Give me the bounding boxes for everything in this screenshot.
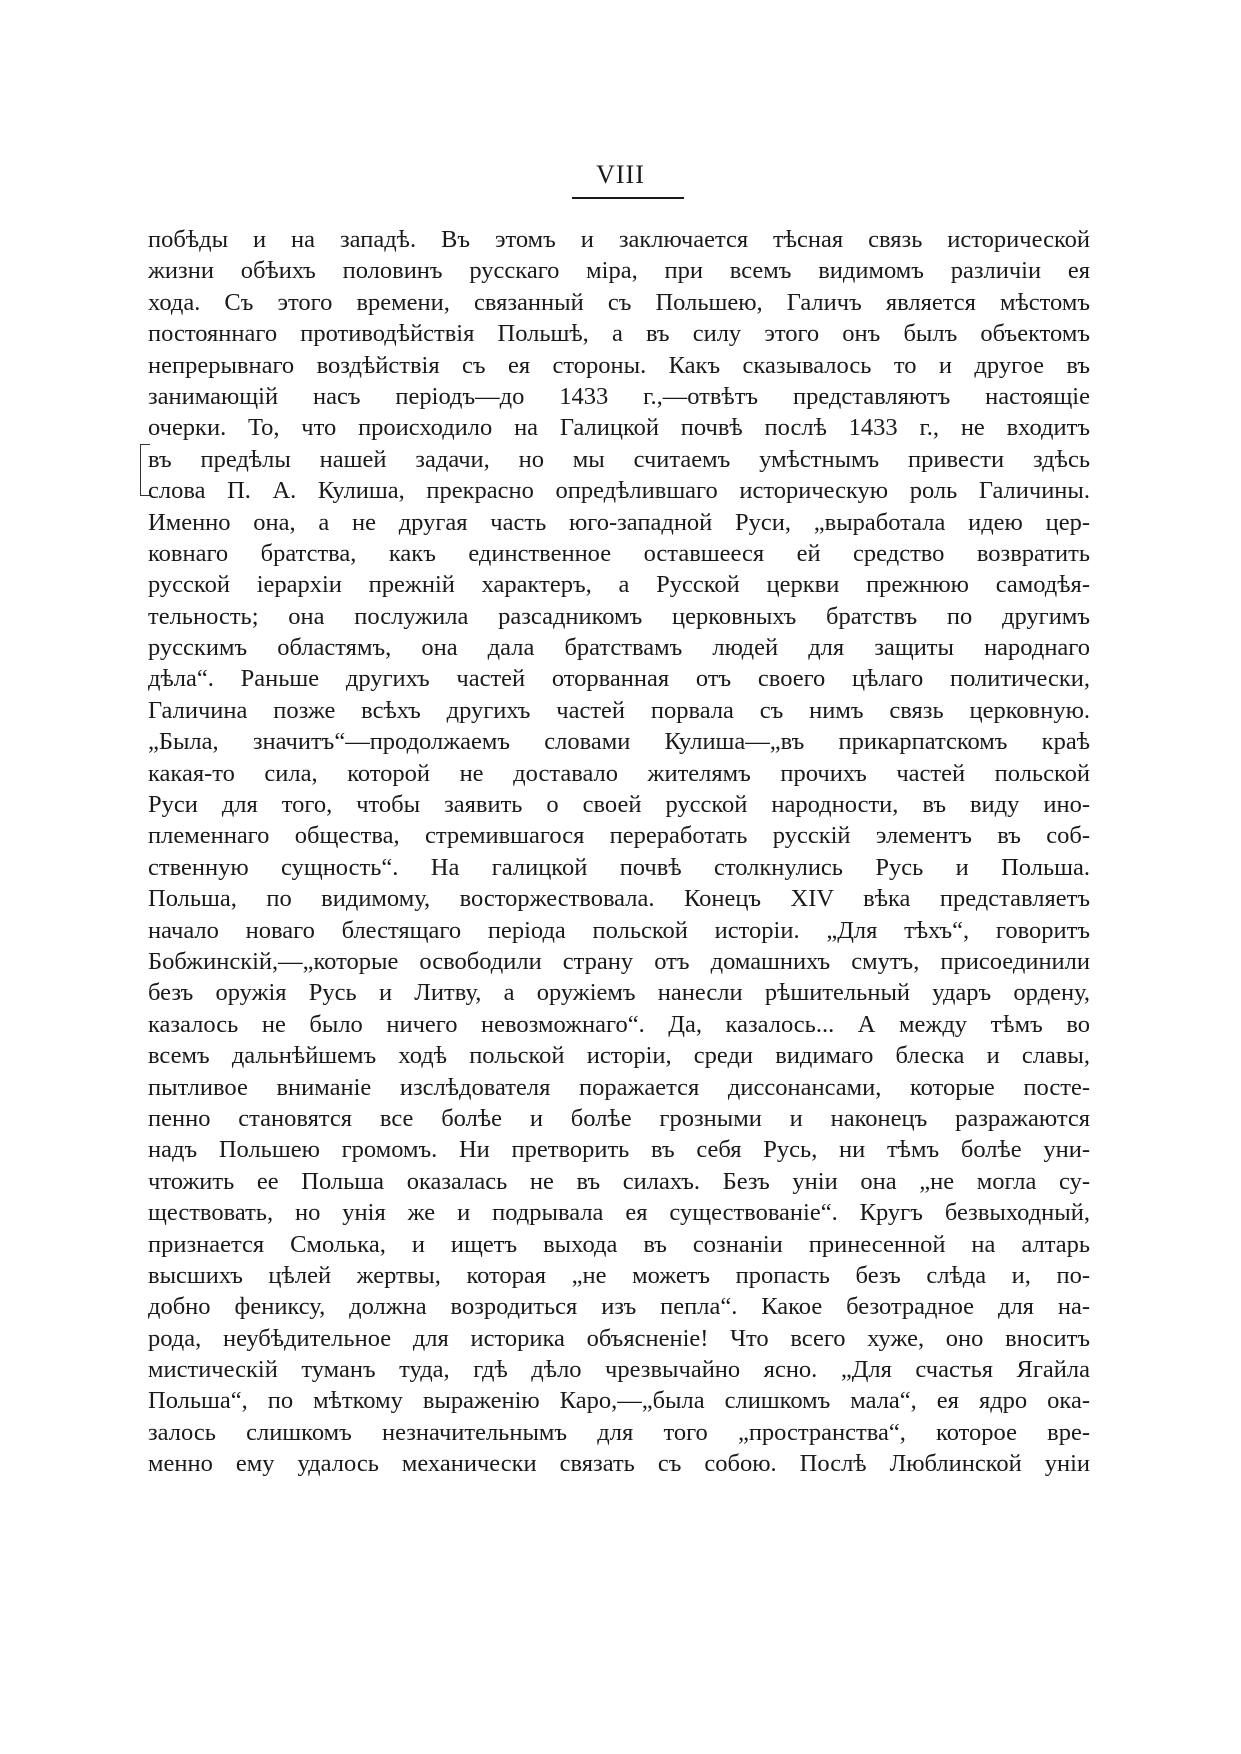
- text-line: Галичина позже всѣхъ другихъ частей порвала съ нимъ связь церковную.: [148, 696, 1090, 724]
- text-line: въ предѣлы нашей задачи, но мы считаемъ умѣстнымъ привести здѣсь: [148, 445, 1090, 473]
- text-line: рода, неубѣдительное для историка объясненіе! Что всего хуже, оно вноситъ: [148, 1324, 1090, 1352]
- text-line: признается Смолька, и ищетъ выхода въ сознаніи принесенной на алтарь: [148, 1230, 1090, 1258]
- text-line: русскимъ областямъ, она дала братствамъ людей для защиты народнаго: [148, 634, 1090, 662]
- text-line: Польша, по видимому, восторжествовала. Конецъ XIV вѣка представляетъ: [148, 885, 1090, 913]
- text-line: очерки. То, что происходило на Галицкой почвѣ послѣ 1433 г., не входитъ: [148, 414, 1090, 442]
- text-line: занимающій насъ періодъ—до 1433 г.,—отвѣтъ представляютъ настоящіе: [148, 382, 1090, 410]
- page-number: VIII: [596, 160, 645, 189]
- header-rule: [572, 197, 684, 199]
- text-line: Именно она, а не другая часть юго-западной Руси, „выработала идею цер-: [148, 508, 1090, 536]
- text-line: пытливое вниманіе изслѣдователя поражается диссонансами, которые посте-: [148, 1073, 1090, 1101]
- text-line: племеннаго общества, стремившагося переработать русскій элементъ въ соб-: [148, 822, 1090, 850]
- body-text: [148, 224, 1090, 1480]
- text-line: добно фениксу, должна возродиться изъ пепла“. Какое безотрадное для на-: [148, 1293, 1090, 1321]
- text-line: всемъ дальнѣйшемъ ходѣ польской исторіи, среди видимаго блеска и славы,: [148, 1042, 1090, 1070]
- text-line: пенно становятся все болѣе и болѣе грозными и наконецъ разражаются: [148, 1104, 1090, 1132]
- text-line: русской іерархіи прежній характеръ, а Русской церкви прежнюю самодѣя-: [148, 571, 1090, 599]
- text-line: Руси для того, чтобы заявить о своей русской народности, въ виду ино-: [148, 791, 1090, 819]
- text-line: чтожить ее Польша оказалась не въ силахъ. Безъ уніи она „не могла су-: [148, 1167, 1090, 1195]
- text-line: ственную сущность“. На галицкой почвѣ столкнулись Русь и Польша.: [148, 853, 1090, 881]
- text-line: залось слишкомъ незначительнымъ для того „пространства“, которое вре-: [148, 1418, 1090, 1446]
- text-line: тельность; она послужила разсадникомъ церковныхъ братствъ по другимъ: [148, 602, 1090, 630]
- text-line: ществовать, но унія же и подрывала ея существованіе“. Кругъ безвыходный,: [148, 1199, 1090, 1227]
- text-line: ковнаго братства, какъ единственное оставшееся ей средство возвратить: [148, 539, 1090, 567]
- text-line: начало новаго блестящаго періода польской исторіи. „Для тѣхъ“, говоритъ: [148, 916, 1090, 944]
- text-line: Бобжинскій,—„которые освободили страну отъ домашнихъ смутъ, присоединили: [148, 947, 1090, 975]
- text-line: дѣла“. Раньше другихъ частей оторванная отъ своего цѣлаго политически,: [148, 665, 1090, 693]
- text-line: непрерывнаго воздѣйствія съ ея стороны. Какъ сказывалось то и другое въ: [148, 351, 1090, 379]
- text-line: Польша“, по мѣткому выраженію Каро,—„была слишкомъ мала“, ея ядро ока-: [148, 1387, 1090, 1415]
- text-line: какая-то сила, которой не доставало жителямъ прочихъ частей польской: [148, 759, 1090, 787]
- text-line: высшихъ цѣлей жертвы, которая „не можетъ пропасть безъ слѣда и, по-: [148, 1261, 1090, 1289]
- text-line: побѣды и на западѣ. Въ этомъ и заключается тѣсная связь исторической: [148, 226, 1090, 253]
- text-line: безъ оружія Русь и Литву, а оружіемъ нанесли рѣшительный ударъ ордену,: [148, 979, 1090, 1007]
- text-line: слова П. А. Кулиша, прекрасно опредѣлившаго историческую роль Галичины.: [148, 477, 1090, 505]
- text-line: жизни обѣихъ половинъ русскаго міра, при всемъ видимомъ различіи ея: [148, 257, 1090, 285]
- text-line: казалось не было ничего невозможнаго“. Да, казалось... А между тѣмъ во: [148, 1010, 1090, 1038]
- text-line: хода. Съ этого времени, связанный съ Польшею, Галичъ является мѣстомъ: [148, 288, 1090, 316]
- text-line: мистическій туманъ туда, гдѣ дѣло чрезвычайно ясно. „Для счастья Ягайла: [148, 1356, 1090, 1384]
- text-line: „Была, значитъ“—продолжаемъ словами Кулиша—„въ прикарпатскомъ краѣ: [148, 728, 1090, 756]
- text-line: постояннаго противодѣйствія Польшѣ, а въ силу этого онъ былъ объектомъ: [148, 320, 1090, 348]
- text-line: менно ему удалось механически связать съ собою. Послѣ Люблинской уніи: [148, 1450, 1090, 1478]
- text-line: надъ Польшею громомъ. Ни претворить въ себя Русь, ни тѣмъ болѣе уни-: [148, 1136, 1090, 1164]
